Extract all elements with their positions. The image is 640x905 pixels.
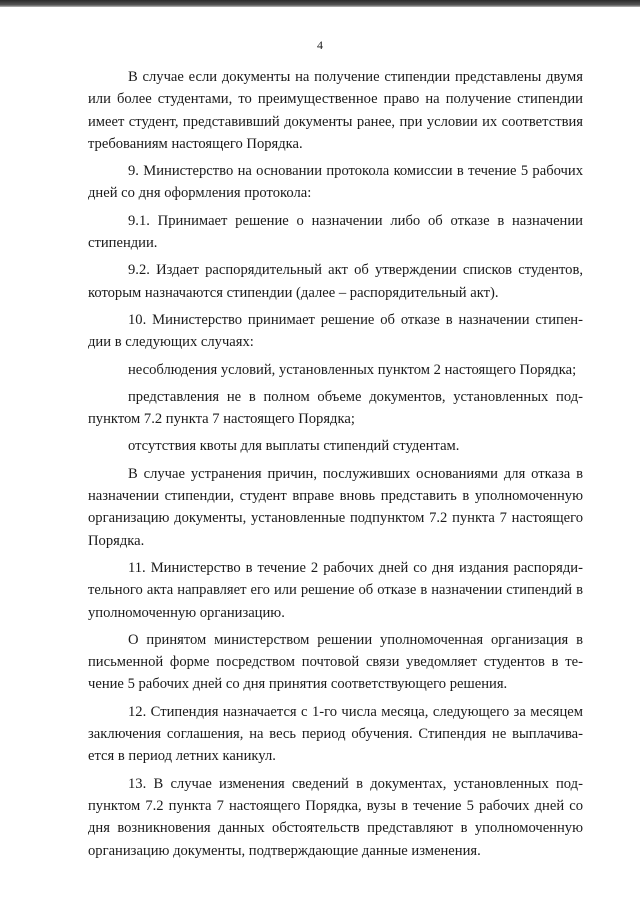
scan-top-border: [0, 0, 640, 7]
paragraph-refusal-reason-documents: представления не в полном объеме документов, установленных подпунктом 7.2 пункта 7 настоящего Порядка;: [88, 388, 583, 428]
paragraph-resubmission: В случае устранения причин, послуживших основаниями для отказа в назначении стипендии, студент вправе вновь представить в уполномоченную организацию документы, установленные подпунктом 7.2 пункта 7 настоящего Порядка.: [88, 465, 583, 549]
paragraph-priority-right: В случае если документы на получение стипендии представлены двумя или более студентами, то преимущественное право на получение стипендии имеет студент, представивший документы ранее, при условии их соответствия требованиям настоящего Порядка.: [88, 69, 583, 152]
document-body: [88, 66, 583, 867]
paragraph-item-12: 12. Стипендия назначается с 1-го числа месяца, следующего за месяцем заключения соглашения, на весь период обучения. Стипендия не выплачивается в период летних каникул.: [88, 703, 583, 765]
paragraph-refusal-reason-quota: отсутствия квоты для выплаты стипендий студентам.: [128, 438, 460, 455]
paragraph-item-9-1: 9.1. Принимает решение о назначении либо об отказе в назначении стипендии.: [88, 212, 583, 252]
paragraph-item-13: 13. В случае изменения сведений в документах, установленных подпунктом 7.2 пункта 7 настоящего Порядка, вузы в течение 5 рабочих дней со дня возникновения данных обстоятельств представляют в уполномоченную организацию документы, подтверждающие данные изменения.: [88, 775, 583, 859]
paragraph-item-10: 10. Министерство принимает решение об отказе в назначении стипендии в следующих случаях:: [88, 311, 583, 351]
paragraph-item-9-2: 9.2. Издает распорядительный акт об утверждении списков студентов, которым назначаются стипендии (далее – распорядительный акт).: [88, 262, 583, 301]
paragraph-item-11: 11. Министерство в течение 2 рабочих дней со дня издания распорядительного акта направляет его или решение об отказе в назначении стипендий в уполномоченную организацию.: [88, 559, 583, 621]
paragraph-refusal-reason-conditions: несоблюдения условий, установленных пунктом 2 настоящего Порядка;: [128, 361, 577, 378]
paragraph-notification: О принятом министерством решении уполномоченная организация в письменной форме посредством почтовой связи уведомляет студентов в течение 5 рабочих дней со дня принятия соответствующего решения.: [88, 631, 583, 693]
paragraph-item-9: 9. Министерство на основании протокола комиссии в течение 5 рабочих дней со дня оформления протокола:: [88, 163, 583, 202]
page-number: 4: [317, 38, 323, 52]
